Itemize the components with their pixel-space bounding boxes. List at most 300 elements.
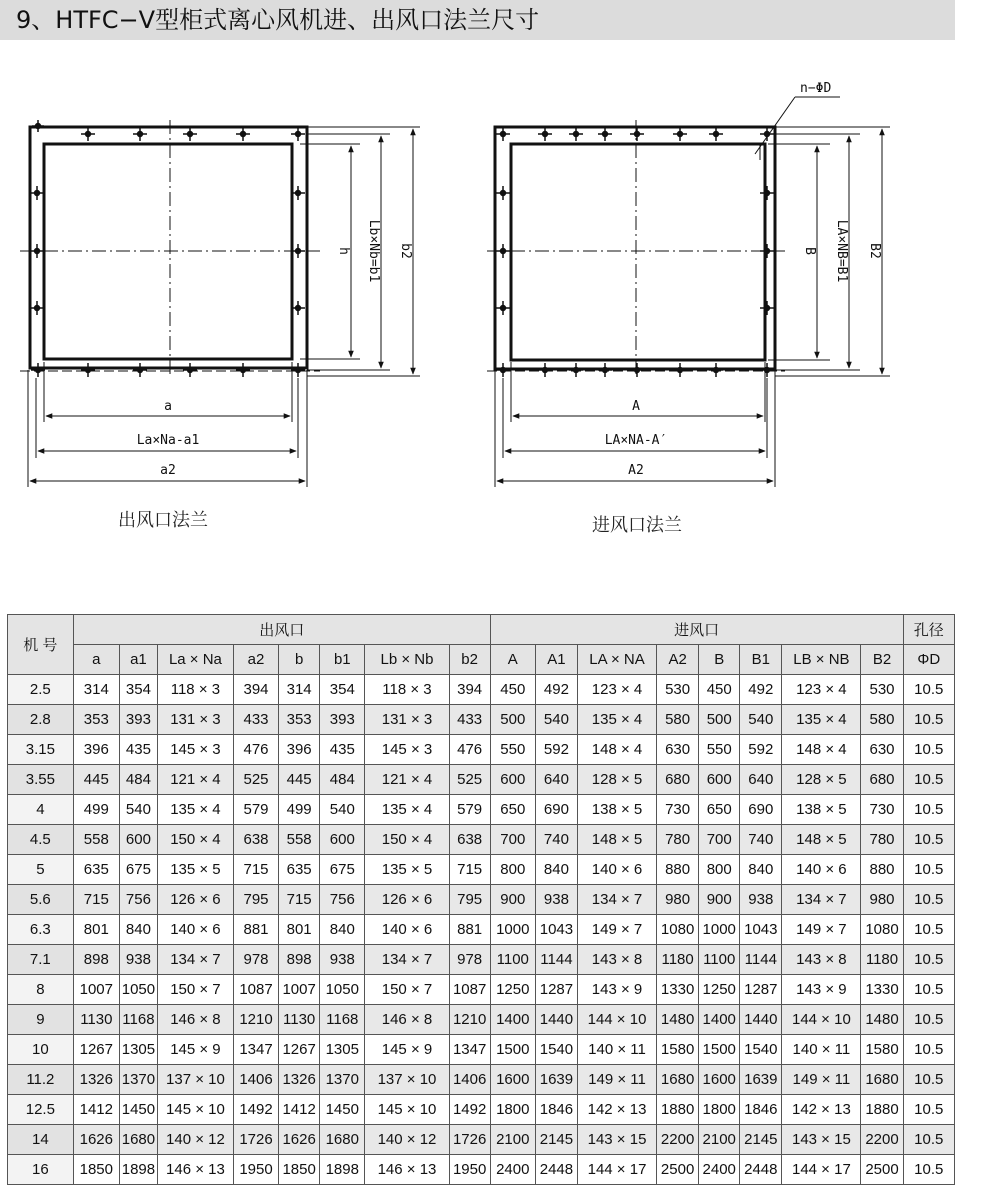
table-cell: 2448 — [740, 1155, 782, 1185]
table-cell: 840 — [320, 915, 365, 945]
table-cell: 1267 — [73, 1035, 119, 1065]
inlet-flange-outer — [495, 127, 775, 369]
table-cell: 135 × 5 — [157, 855, 233, 885]
inlet-hole-note: n−ΦD — [800, 81, 832, 96]
table-cell: 10.5 — [903, 705, 954, 735]
table-cell: 700 — [699, 825, 740, 855]
table-cell: 880 — [657, 855, 699, 885]
table-cell: 140 × 11 — [577, 1035, 656, 1065]
table-cell: 145 × 10 — [157, 1095, 233, 1125]
table-cell: 2100 — [699, 1125, 740, 1155]
table-cell: 1007 — [279, 975, 320, 1005]
table-cell: 1400 — [699, 1005, 740, 1035]
table-cell: 10.5 — [903, 765, 954, 795]
table-cell: 1626 — [73, 1125, 119, 1155]
table-cell: 1305 — [320, 1035, 365, 1065]
table-cell: 638 — [233, 825, 278, 855]
table-cell: 435 — [320, 735, 365, 765]
table-cell: 600 — [490, 765, 535, 795]
table-cell: 635 — [73, 855, 119, 885]
table-cell: 800 — [699, 855, 740, 885]
table-cell: 314 — [279, 675, 320, 705]
table-body — [8, 675, 955, 1185]
table-cell: 1450 — [320, 1095, 365, 1125]
table-cell: 980 — [861, 885, 903, 915]
table-cell: 131 × 3 — [365, 705, 449, 735]
table-cell: 143 × 15 — [782, 1125, 861, 1155]
table-cell: 525 — [449, 765, 490, 795]
table-cell: 353 — [279, 705, 320, 735]
table-cell: 938 — [740, 885, 782, 915]
table-cell: 1726 — [233, 1125, 278, 1155]
table-cell: 2145 — [535, 1125, 577, 1155]
inlet-caption: 进风口法兰 — [592, 515, 682, 536]
table-cell: 500 — [490, 705, 535, 735]
table-cell: 146 × 8 — [365, 1005, 449, 1035]
table-cell: 145 × 3 — [365, 735, 449, 765]
table-cell: 148 × 4 — [577, 735, 656, 765]
table-cell: 978 — [233, 945, 278, 975]
table-cell: 592 — [535, 735, 577, 765]
table-cell: 118 × 3 — [365, 675, 449, 705]
table-cell: 140 × 6 — [157, 915, 233, 945]
table-cell: 500 — [699, 705, 740, 735]
table-cell: 730 — [861, 795, 903, 825]
table-cell: 476 — [449, 735, 490, 765]
table-cell: 149 × 7 — [782, 915, 861, 945]
table-row — [8, 975, 955, 1005]
table-cell: 121 × 4 — [157, 765, 233, 795]
table-cell: 740 — [535, 825, 577, 855]
model-cell: 2.5 — [8, 675, 74, 705]
table-cell: 1100 — [490, 945, 535, 975]
header-hole: 孔径 — [903, 615, 954, 645]
table-cell: 558 — [73, 825, 119, 855]
table-cell: 540 — [320, 795, 365, 825]
col-header: a2 — [233, 645, 278, 675]
table-cell: 2500 — [861, 1155, 903, 1185]
model-cell: 9 — [8, 1005, 74, 1035]
table-row — [8, 1155, 955, 1185]
table-cell: 715 — [279, 885, 320, 915]
table-cell: 10.5 — [903, 855, 954, 885]
col-header: b2 — [449, 645, 490, 675]
table-cell: 1100 — [699, 945, 740, 975]
table-cell: 780 — [657, 825, 699, 855]
table-cell: 525 — [233, 765, 278, 795]
table-cell: 1680 — [861, 1065, 903, 1095]
table-cell: 730 — [657, 795, 699, 825]
table-cell: 840 — [119, 915, 157, 945]
table-cell: 134 × 7 — [157, 945, 233, 975]
inlet-dim-A: A — [632, 399, 640, 414]
table-cell: 1080 — [861, 915, 903, 945]
table-cell: 396 — [279, 735, 320, 765]
table-cell: 435 — [119, 735, 157, 765]
table-cell: 715 — [73, 885, 119, 915]
outlet-dim-b2: b2 — [398, 243, 413, 259]
table-cell: 740 — [740, 825, 782, 855]
table-cell: 898 — [279, 945, 320, 975]
outlet-flange-outer — [30, 127, 307, 368]
table-cell: 540 — [740, 705, 782, 735]
table-cell: 980 — [657, 885, 699, 915]
table-cell: 354 — [119, 675, 157, 705]
table-cell: 1130 — [279, 1005, 320, 1035]
table-cell: 1450 — [119, 1095, 157, 1125]
table-cell: 801 — [73, 915, 119, 945]
table-cell: 1412 — [279, 1095, 320, 1125]
table-row — [8, 1065, 955, 1095]
table-cell: 1210 — [449, 1005, 490, 1035]
table-cell: 1846 — [535, 1095, 577, 1125]
table-cell: 690 — [740, 795, 782, 825]
table-cell: 1330 — [861, 975, 903, 1005]
table-cell: 126 × 6 — [365, 885, 449, 915]
header-inlet: 进风口 — [490, 615, 903, 645]
header-model: 机 号 — [8, 615, 74, 675]
table-cell: 1168 — [320, 1005, 365, 1035]
table-cell: 1326 — [73, 1065, 119, 1095]
table-cell: 1639 — [740, 1065, 782, 1095]
table-cell: 393 — [119, 705, 157, 735]
table-cell: 146 × 8 — [157, 1005, 233, 1035]
table-cell: 1043 — [740, 915, 782, 945]
table-cell: 140 × 6 — [782, 855, 861, 885]
table-cell: 1680 — [119, 1125, 157, 1155]
table-cell: 978 — [449, 945, 490, 975]
outlet-dim-lb-nb: Lb×Nb=b1 — [366, 219, 381, 283]
col-header: A — [490, 645, 535, 675]
table-cell: 394 — [449, 675, 490, 705]
table-cell: 1326 — [279, 1065, 320, 1095]
inlet-dim-A2: A2 — [628, 463, 644, 478]
inlet-bolt-holes — [496, 127, 774, 377]
table-cell: 579 — [233, 795, 278, 825]
table-cell: 715 — [449, 855, 490, 885]
table-cell: 445 — [73, 765, 119, 795]
table-cell: 142 × 13 — [577, 1095, 656, 1125]
table-cell: 1370 — [320, 1065, 365, 1095]
table-cell: 592 — [740, 735, 782, 765]
table-cell: 1898 — [119, 1155, 157, 1185]
table-cell: 143 × 8 — [782, 945, 861, 975]
table-cell: 476 — [233, 735, 278, 765]
table-row — [8, 675, 955, 705]
table-cell: 756 — [320, 885, 365, 915]
table-cell: 140 × 6 — [365, 915, 449, 945]
table-cell: 137 × 10 — [365, 1065, 449, 1095]
table-cell: 10.5 — [903, 795, 954, 825]
table-cell: 134 × 7 — [577, 885, 656, 915]
table-row — [8, 855, 955, 885]
table-cell: 2100 — [490, 1125, 535, 1155]
table-cell: 140 × 12 — [365, 1125, 449, 1155]
table-cell: 146 × 13 — [157, 1155, 233, 1185]
table-cell: 123 × 4 — [577, 675, 656, 705]
outlet-caption: 出风口法兰 — [118, 510, 208, 531]
model-cell: 5.6 — [8, 885, 74, 915]
table-row — [8, 765, 955, 795]
table-row — [8, 705, 955, 735]
table-cell: 675 — [320, 855, 365, 885]
table-cell: 1846 — [740, 1095, 782, 1125]
table-cell: 800 — [490, 855, 535, 885]
table-row — [8, 825, 955, 855]
table-cell: 135 × 4 — [577, 705, 656, 735]
table-cell: 1007 — [73, 975, 119, 1005]
table-cell: 1000 — [490, 915, 535, 945]
outlet-dim-a2: a2 — [160, 463, 176, 478]
table-cell: 123 × 4 — [782, 675, 861, 705]
flange-drawings — [0, 40, 1002, 540]
table-cell: 144 × 10 — [577, 1005, 656, 1035]
table-cell: 795 — [449, 885, 490, 915]
table-cell: 938 — [119, 945, 157, 975]
table-cell: 1180 — [861, 945, 903, 975]
table-cell: 2200 — [861, 1125, 903, 1155]
table-cell: 1680 — [657, 1065, 699, 1095]
table-cell: 1492 — [233, 1095, 278, 1125]
table-cell: 10.5 — [903, 975, 954, 1005]
table-cell: 145 × 9 — [157, 1035, 233, 1065]
model-cell: 11.2 — [8, 1065, 74, 1095]
table-row — [8, 915, 955, 945]
table-cell: 600 — [699, 765, 740, 795]
table-cell: 1480 — [657, 1005, 699, 1035]
table-cell: 128 × 5 — [782, 765, 861, 795]
table-cell: 148 × 5 — [782, 825, 861, 855]
table-cell: 690 — [535, 795, 577, 825]
table-cell: 1726 — [449, 1125, 490, 1155]
table-cell: 680 — [861, 765, 903, 795]
table-cell: 650 — [699, 795, 740, 825]
table-cell: 145 × 9 — [365, 1035, 449, 1065]
col-header: LA × NA — [577, 645, 656, 675]
table-row — [8, 735, 955, 765]
table-cell: 10.5 — [903, 1005, 954, 1035]
table-cell: 1050 — [320, 975, 365, 1005]
table-cell: 484 — [320, 765, 365, 795]
table-cell: 135 × 4 — [782, 705, 861, 735]
table-cell: 484 — [119, 765, 157, 795]
table-cell: 499 — [279, 795, 320, 825]
table-cell: 492 — [535, 675, 577, 705]
table-cell: 1950 — [449, 1155, 490, 1185]
table-cell: 898 — [73, 945, 119, 975]
table-cell: 1639 — [535, 1065, 577, 1095]
table-cell: 801 — [279, 915, 320, 945]
table-cell: 1043 — [535, 915, 577, 945]
inlet-dim-la-na: LA×NA-A′ — [604, 433, 668, 448]
table-cell: 353 — [73, 705, 119, 735]
col-header: B1 — [740, 645, 782, 675]
table-cell: 1267 — [279, 1035, 320, 1065]
table-cell: 600 — [320, 825, 365, 855]
outlet-dim-a: a — [164, 399, 172, 414]
model-cell: 14 — [8, 1125, 74, 1155]
model-cell: 3.55 — [8, 765, 74, 795]
table-cell: 630 — [861, 735, 903, 765]
flange-dimension-table — [7, 614, 955, 1185]
table-cell: 145 × 3 — [157, 735, 233, 765]
model-cell: 5 — [8, 855, 74, 885]
table-cell: 1412 — [73, 1095, 119, 1125]
table-row — [8, 885, 955, 915]
table-cell: 938 — [535, 885, 577, 915]
table-cell: 530 — [657, 675, 699, 705]
table-cell: 1406 — [449, 1065, 490, 1095]
col-header: a — [73, 645, 119, 675]
table-cell: 640 — [740, 765, 782, 795]
table-cell: 10.5 — [903, 1125, 954, 1155]
table-cell: 143 × 9 — [577, 975, 656, 1005]
table-cell: 2200 — [657, 1125, 699, 1155]
table-cell: 135 × 4 — [365, 795, 449, 825]
table-cell: 2400 — [699, 1155, 740, 1185]
table-cell: 540 — [535, 705, 577, 735]
table-cell: 635 — [279, 855, 320, 885]
title-bar — [0, 0, 955, 40]
table-cell: 121 × 4 — [365, 765, 449, 795]
table-row — [8, 1035, 955, 1065]
table-cell: 134 × 7 — [365, 945, 449, 975]
table-cell: 10.5 — [903, 675, 954, 705]
table-cell: 150 × 4 — [157, 825, 233, 855]
table-cell: 1168 — [119, 1005, 157, 1035]
header-outlet: 出风口 — [73, 615, 490, 645]
table-cell: 450 — [490, 675, 535, 705]
table-cell: 700 — [490, 825, 535, 855]
table-cell: 1440 — [740, 1005, 782, 1035]
table-cell: 1500 — [699, 1035, 740, 1065]
table-cell: 1400 — [490, 1005, 535, 1035]
col-header: A2 — [657, 645, 699, 675]
table-cell: 10.5 — [903, 1035, 954, 1065]
table-cell: 881 — [449, 915, 490, 945]
table-cell: 630 — [657, 735, 699, 765]
table-cell: 10.5 — [903, 825, 954, 855]
flange-dimension-table-wrap — [7, 614, 955, 1185]
table-cell: 756 — [119, 885, 157, 915]
table-cell: 1600 — [699, 1065, 740, 1095]
table-row — [8, 1125, 955, 1155]
col-header: a1 — [119, 645, 157, 675]
table-cell: 126 × 6 — [157, 885, 233, 915]
table-cell: 1680 — [320, 1125, 365, 1155]
table-cell: 150 × 4 — [365, 825, 449, 855]
table-cell: 579 — [449, 795, 490, 825]
table-cell: 1287 — [740, 975, 782, 1005]
table-cell: 640 — [535, 765, 577, 795]
table-cell: 840 — [740, 855, 782, 885]
table-row — [8, 1095, 955, 1125]
table-cell: 1144 — [535, 945, 577, 975]
table-cell: 135 × 5 — [365, 855, 449, 885]
table-cell: 1580 — [861, 1035, 903, 1065]
table-cell: 900 — [699, 885, 740, 915]
table-column-header-row — [8, 645, 955, 675]
table-cell: 128 × 5 — [577, 765, 656, 795]
table-cell: 135 × 4 — [157, 795, 233, 825]
table-cell: 140 × 11 — [782, 1035, 861, 1065]
inlet-dim-B: B — [802, 247, 817, 255]
table-cell: 540 — [119, 795, 157, 825]
table-cell: 1880 — [861, 1095, 903, 1125]
table-cell: 1898 — [320, 1155, 365, 1185]
table-cell: 149 × 7 — [577, 915, 656, 945]
table-cell: 900 — [490, 885, 535, 915]
outlet-bolt-holes — [30, 120, 305, 377]
table-cell: 354 — [320, 675, 365, 705]
table-cell: 118 × 3 — [157, 675, 233, 705]
table-cell: 1130 — [73, 1005, 119, 1035]
model-cell: 7.1 — [8, 945, 74, 975]
table-cell: 450 — [699, 675, 740, 705]
table-cell: 1480 — [861, 1005, 903, 1035]
model-cell: 4 — [8, 795, 74, 825]
col-header: ΦD — [903, 645, 954, 675]
table-cell: 492 — [740, 675, 782, 705]
table-cell: 1370 — [119, 1065, 157, 1095]
table-cell: 145 × 10 — [365, 1095, 449, 1125]
table-cell: 149 × 11 — [577, 1065, 656, 1095]
table-cell: 10.5 — [903, 945, 954, 975]
table-row — [8, 1005, 955, 1035]
table-cell: 2500 — [657, 1155, 699, 1185]
table-cell: 780 — [861, 825, 903, 855]
table-cell: 680 — [657, 765, 699, 795]
table-cell: 1880 — [657, 1095, 699, 1125]
table-cell: 143 × 15 — [577, 1125, 656, 1155]
col-header: La × Na — [157, 645, 233, 675]
inlet-flange-drawing — [487, 81, 890, 487]
table-cell: 1406 — [233, 1065, 278, 1095]
table-cell: 143 × 9 — [782, 975, 861, 1005]
table-group-header-row — [8, 615, 955, 645]
table-cell: 1347 — [449, 1035, 490, 1065]
table-cell: 2145 — [740, 1125, 782, 1155]
table-cell: 150 × 7 — [365, 975, 449, 1005]
col-header: b1 — [320, 645, 365, 675]
table-cell: 1000 — [699, 915, 740, 945]
table-cell: 1850 — [279, 1155, 320, 1185]
table-cell: 146 × 13 — [365, 1155, 449, 1185]
table-cell: 142 × 13 — [782, 1095, 861, 1125]
table-cell: 840 — [535, 855, 577, 885]
table-cell: 393 — [320, 705, 365, 735]
model-cell: 10 — [8, 1035, 74, 1065]
table-cell: 1800 — [490, 1095, 535, 1125]
inlet-opening — [511, 144, 765, 360]
model-cell: 8 — [8, 975, 74, 1005]
table-cell: 938 — [320, 945, 365, 975]
table-row — [8, 945, 955, 975]
table-cell: 530 — [861, 675, 903, 705]
table-cell: 795 — [233, 885, 278, 915]
table-cell: 550 — [490, 735, 535, 765]
col-header: b — [279, 645, 320, 675]
model-cell: 6.3 — [8, 915, 74, 945]
col-header: Lb × Nb — [365, 645, 449, 675]
table-cell: 580 — [657, 705, 699, 735]
table-cell: 1500 — [490, 1035, 535, 1065]
table-cell: 140 × 12 — [157, 1125, 233, 1155]
table-cell: 149 × 11 — [782, 1065, 861, 1095]
col-header: A1 — [535, 645, 577, 675]
table-cell: 638 — [449, 825, 490, 855]
model-cell: 2.8 — [8, 705, 74, 735]
